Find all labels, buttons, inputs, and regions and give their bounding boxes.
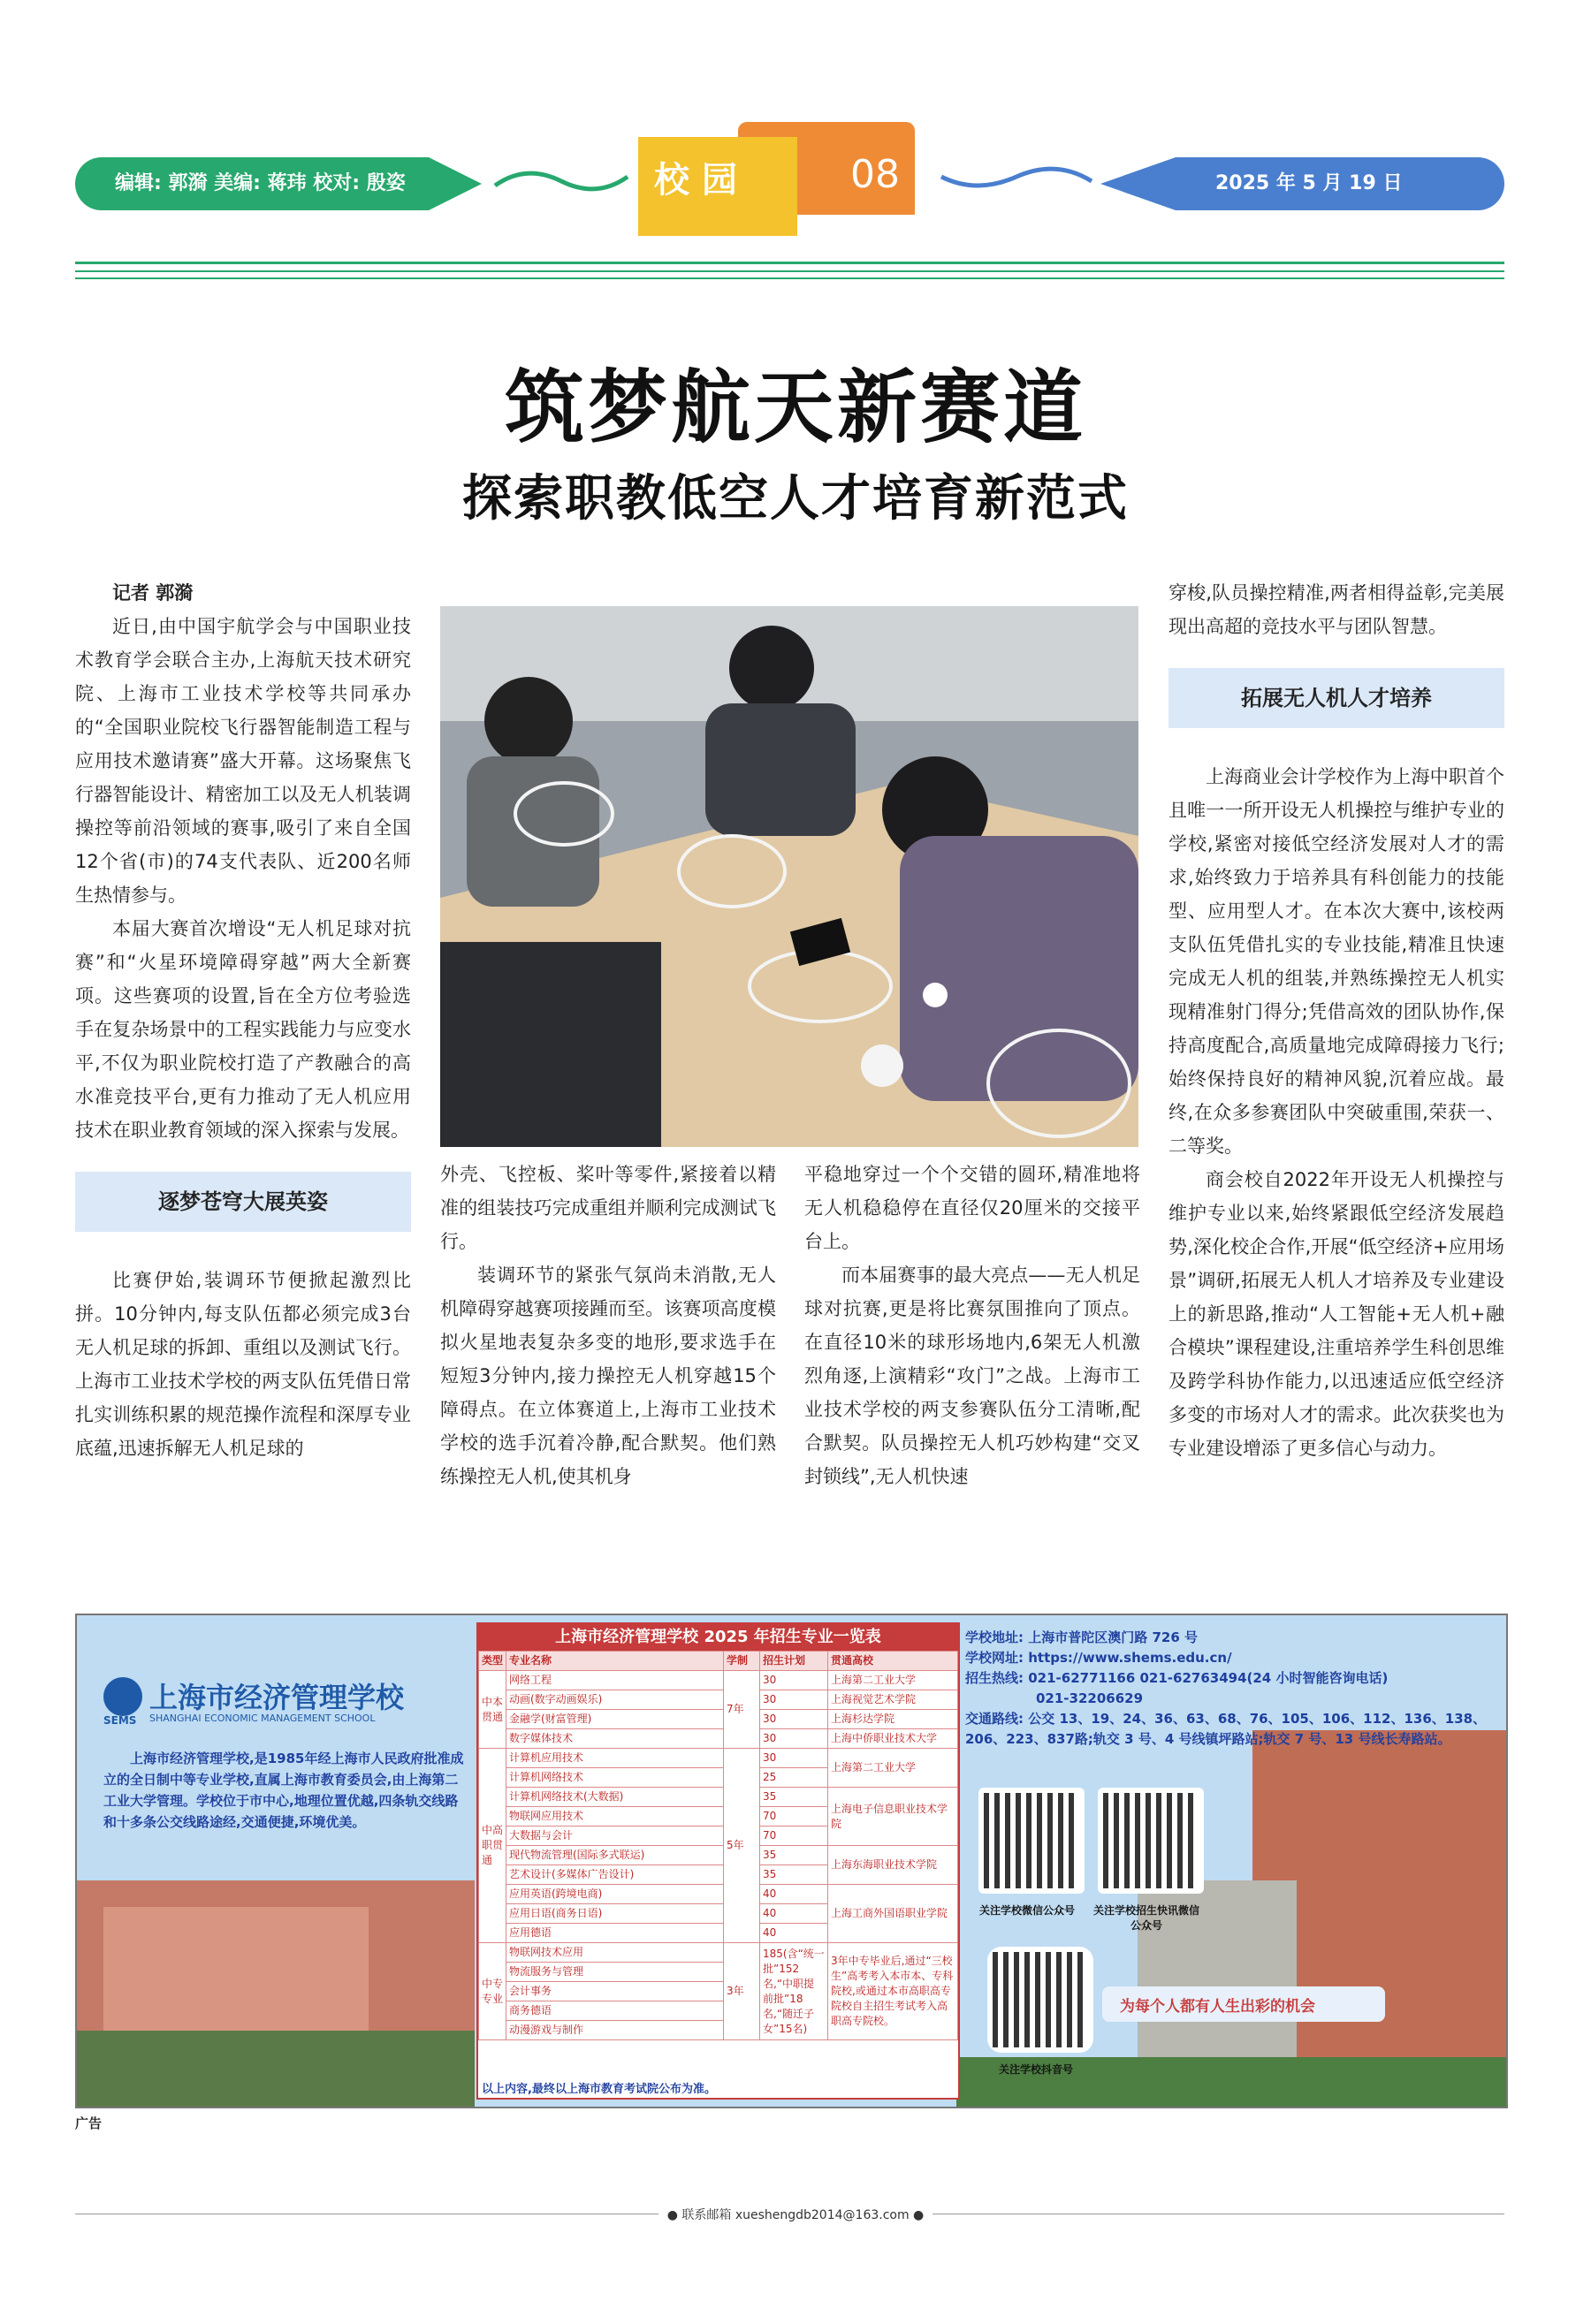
header-rule [75,262,1504,264]
page-number: 08 [850,152,900,197]
table-footnote: 以上内容,最终以上海市教育考试院公布为准。 [482,2083,716,2096]
wave-decoration-left [491,163,632,199]
plan-cell: 30 [760,1729,828,1749]
header-right-arrow [1100,157,1176,210]
major-cell: 现代物流管理(国际多式联运) [506,1846,724,1865]
qr-code-icon[interactable] [987,1947,1093,2053]
qr-code-icon[interactable] [1098,1788,1204,1894]
col-header: 类型 [479,1652,506,1671]
school-name: 上海市经济管理学校 [149,1681,405,1714]
advertisement [75,1614,1508,2108]
paragraph: 而本届赛事的最大亮点——无人机足球对抗赛,更是将比赛氛围推向了顶点。在直径10米的球形场地内,6架无人机激烈角逐,上演精彩“攻门”之战。上海市工业技术学校的两支参赛队伍分工清晰,配合默契。队员操控无人机巧妙构建“交叉封锁线”,无人机快速 [804,1265,1140,1487]
article-subtitle: 探索职教低空人才培育新范式 [462,470,1129,528]
college-cell: 上海东海职业技术学院 [828,1846,958,1885]
major-cell: 金融学(财富管理) [506,1710,724,1729]
college-cell: 3年中专毕业后,通过“三校生”高考考入本市本、专科院校,或通过本市高职高专院校自主招生考试考入高职高专院校。 [828,1943,958,2040]
college-cell: 上海第二工业大学 [828,1749,958,1788]
phone-2: 021-32206629 [1036,1690,1144,1706]
logo-text: SEMS [103,1714,137,1727]
major-cell: 物联网技术应用 [506,1943,724,1963]
plan-cell: 185(含“统一批”152名,“中职提前批”18名,“随迁子女”15名) [760,1943,828,2040]
paragraph: 装调环节的紧张气氛尚未消散,无人机障碍穿越赛项接踵而至。该赛项高度模拟火星地表复杂多变的地形,要求选手在短短3分钟内,接力操控无人机穿越15个障碍点。在立体赛道上,上海市工业技术学校的选手沉着冷静,配合默契。他们熟练操控无人机,使其机身 [440,1265,776,1487]
transport: 交通路线: 公交 13、19、24、36、63、68、76、105、106、112、136、138、206、223、837路;轨交 3 号、4 号线镇坪路站;轨交 7 号、13 号线长寿路站。 [965,1711,1487,1747]
major-cell: 动画(数字动画娱乐) [506,1690,724,1710]
plan-cell: 70 [760,1827,828,1846]
plan-cell: 40 [760,1885,828,1904]
major-cell: 艺术设计(多媒体广告设计) [506,1865,724,1885]
plan-cell: 35 [760,1788,828,1807]
qr-caption: 关注学校招生快讯微信公众号 [1092,1904,1199,1932]
major-cell: 应用英语(跨境电商) [506,1885,724,1904]
paragraph: 穿梭,队员操控精准,两者相得益彰,完美展现出高超的竞技水平与团队智慧。 [1169,582,1504,637]
plan-cell: 40 [760,1924,828,1943]
major-cell: 商务德语 [506,2001,724,2021]
wave-decoration-right [937,163,1096,199]
column-1 [75,576,411,1465]
col-header: 专业名称 [506,1652,724,1671]
column-3 [804,1158,1140,1493]
footer [0,2206,1591,2223]
major-cell: 数字媒体技术 [506,1729,724,1749]
paragraph: 商会校自2022年开设无人机操控与维护专业以来,始终紧跟低空经济发展趋势,深化校企合作,开展“低空经济+应用场景”调研,拓展无人机人才培养及专业建设上的新思路,推动“人工智能+无人机+融合模块”课程建设,注重培养学生科创思维及跨学科协作能力,以迅速适应低空经济多变的市场对人才的需求。此次获奖也为专业建设增添了更多信心与动力。 [1169,1169,1504,1459]
school-intro: 上海市经济管理学校,是1985年经上海市人民政府批准成立的全日制中等专业学校,直属上海市教育委员会,由上海第二工业大学管理。学校位于市中心,地理位置优越,四条轨交线路和十多条公交线路途经,交通便捷,环境优美。 [103,1751,464,1830]
major-cell: 计算机网络技术(大数据) [506,1788,724,1807]
website[interactable]: 学校网址: https://www.shems.edu.cn/ [965,1650,1232,1666]
college-cell: 上海工商外国语职业学院 [828,1885,958,1943]
major-cell: 计算机网络技术 [506,1768,724,1788]
plan-cell: 30 [760,1690,828,1710]
enrollment-table [476,1622,960,2100]
header-date: 2025 年 5 月 19 日 [1215,172,1403,194]
header-left-arrow [429,157,482,210]
years-cell: 3年 [724,1943,760,2040]
phone: 招生热线: 021-62771166 021-62763494(24 小时智能咨询电话) [965,1670,1389,1686]
college-cell: 上海中侨职业技术大学 [828,1729,958,1749]
plan-cell: 30 [760,1710,828,1729]
plan-cell: 40 [760,1904,828,1924]
type-cell: 中专专业 [479,1943,506,2040]
college-cell: 上海第二工业大学 [828,1671,958,1690]
plan-cell: 70 [760,1807,828,1827]
qr-code-icon[interactable] [978,1788,1085,1894]
college-cell: 上海杉达学院 [828,1710,958,1729]
type-cell: 中本贯通 [479,1671,506,1749]
years-cell: 5年 [724,1749,760,1943]
college-cell: 上海视觉艺术学院 [828,1690,958,1710]
school-name-en: SHANGHAI ECONOMIC MANAGEMENT SCHOOL [149,1713,376,1724]
major-cell: 会计事务 [506,1982,724,2001]
column-2 [440,1158,776,1493]
section-heading: 逐梦苍穹大展英姿 [75,1172,411,1232]
enrollment-grid [478,1651,958,2040]
paragraph: 近日,由中国宇航学会与中国职业技术教育学会联合主办,上海航天技术研究院、上海市工业技术学校等共同承办的“全国职业院校飞行器智能制造工程与应用技术邀请赛”盛大开幕。这场聚焦飞行器智能设计、精密加工以及无人机装调操控等前沿领域的赛事,吸引了来自全国12个省(市)的74支代表队、近200名师生热情参与。 [75,616,411,906]
column-4 [1169,576,1504,1465]
qr-caption: 关注学校微信公众号 [978,1904,1075,1917]
article-photo [440,606,1138,1147]
major-cell: 应用德语 [506,1924,724,1943]
major-cell: 应用日语(商务日语) [506,1904,724,1924]
type-cell: 中高职贯通 [479,1749,506,1943]
col-header: 学制 [724,1652,760,1671]
table-title: 上海市经济管理学校 2025 年招生专业一览表 [478,1624,958,1651]
ad-label: 广告 [75,2115,103,2131]
footer-email: ● 联系邮箱 xueshengdb2014@163.com ● [658,2208,933,2222]
major-cell: 大数据与会计 [506,1827,724,1846]
banner-slogan: 为每个人都有人生出彩的机会 [1120,1998,1315,2016]
plan-cell: 30 [760,1671,828,1690]
paragraph: 平稳地穿过一个个交错的圆环,精准地将无人机稳稳停在直径仅20厘米的交接平台上。 [804,1164,1140,1252]
col-header: 招生计划 [760,1652,828,1671]
plan-cell: 30 [760,1749,828,1768]
years-cell: 7年 [724,1671,760,1749]
article-title: 筑梦航天新赛道 [505,361,1086,454]
qr-caption: 关注学校抖音号 [998,2063,1073,2076]
major-cell: 物流服务与管理 [506,1963,724,1982]
major-cell: 动漫游戏与制作 [506,2021,724,2040]
major-cell: 计算机应用技术 [506,1749,724,1768]
paragraph: 上海商业会计学校作为上海中职首个且唯一一所开设无人机操控与维护专业的学校,紧密对接低空经济发展对人才的需求,始终致力于培养具有科创能力的技能型、应用型人才。在本次大赛中,该校两支队伍凭借扎实的专业技能,精准且快速完成无人机的组装,并熟练操控无人机实现精准射门得分;凭借高效的团队协作,保持高度配合,高质量地完成障碍接力飞行;始终保持良好的精神风貌,沉着应战。最终,在众多参赛团队中突破重围,荣获一、二等奖。 [1169,766,1504,1157]
header-rule [75,277,1504,279]
address: 学校地址: 上海市普陀区澳门路 726 号 [965,1629,1198,1645]
major-cell: 物联网应用技术 [506,1807,724,1827]
major-cell: 网络工程 [506,1671,724,1690]
plan-cell: 35 [760,1865,828,1885]
paragraph: 外壳、飞控板、桨叶等零件,紧接着以精准的组装技巧完成重组并顺利完成测试飞行。 [440,1164,776,1252]
school-logo-icon [103,1677,142,1716]
paragraph: 本届大赛首次增设“无人机足球对抗赛”和“火星环境障碍穿越”两大全新赛项。这些赛项的设置,旨在全方位考验选手在复杂场景中的工程实践能力与应变水平,不仅为职业院校打造了产教融合的高水准竞技平台,更有力推动了无人机应用技术在职业教育领域的深入探索与发展。 [75,918,411,1141]
college-cell: 上海电子信息职业技术学院 [828,1788,958,1846]
paragraph: 比赛伊始,装调环节便掀起激烈比拼。10分钟内,每支队伍都必须完成3台无人机足球的拆卸、重组以及测试飞行。上海市工业技术学校的两支队伍凭借日常扎实训练积累的规范操作流程和深厚专业底蕴,迅速拆解无人机足球的 [75,1270,411,1459]
plan-cell: 25 [760,1768,828,1788]
header-rule [75,270,1504,272]
col-header: 贯通高校 [828,1652,958,1671]
header-editors: 编辑: 郭漪 美编: 蒋玮 校对: 殷姿 [115,172,406,194]
byline: 记者 郭漪 [112,582,194,604]
section-heading: 拓展无人机人才培养 [1169,668,1504,728]
section-tag: 校园 [654,160,750,201]
plan-cell: 35 [760,1846,828,1865]
contact-info [965,1628,1496,1750]
